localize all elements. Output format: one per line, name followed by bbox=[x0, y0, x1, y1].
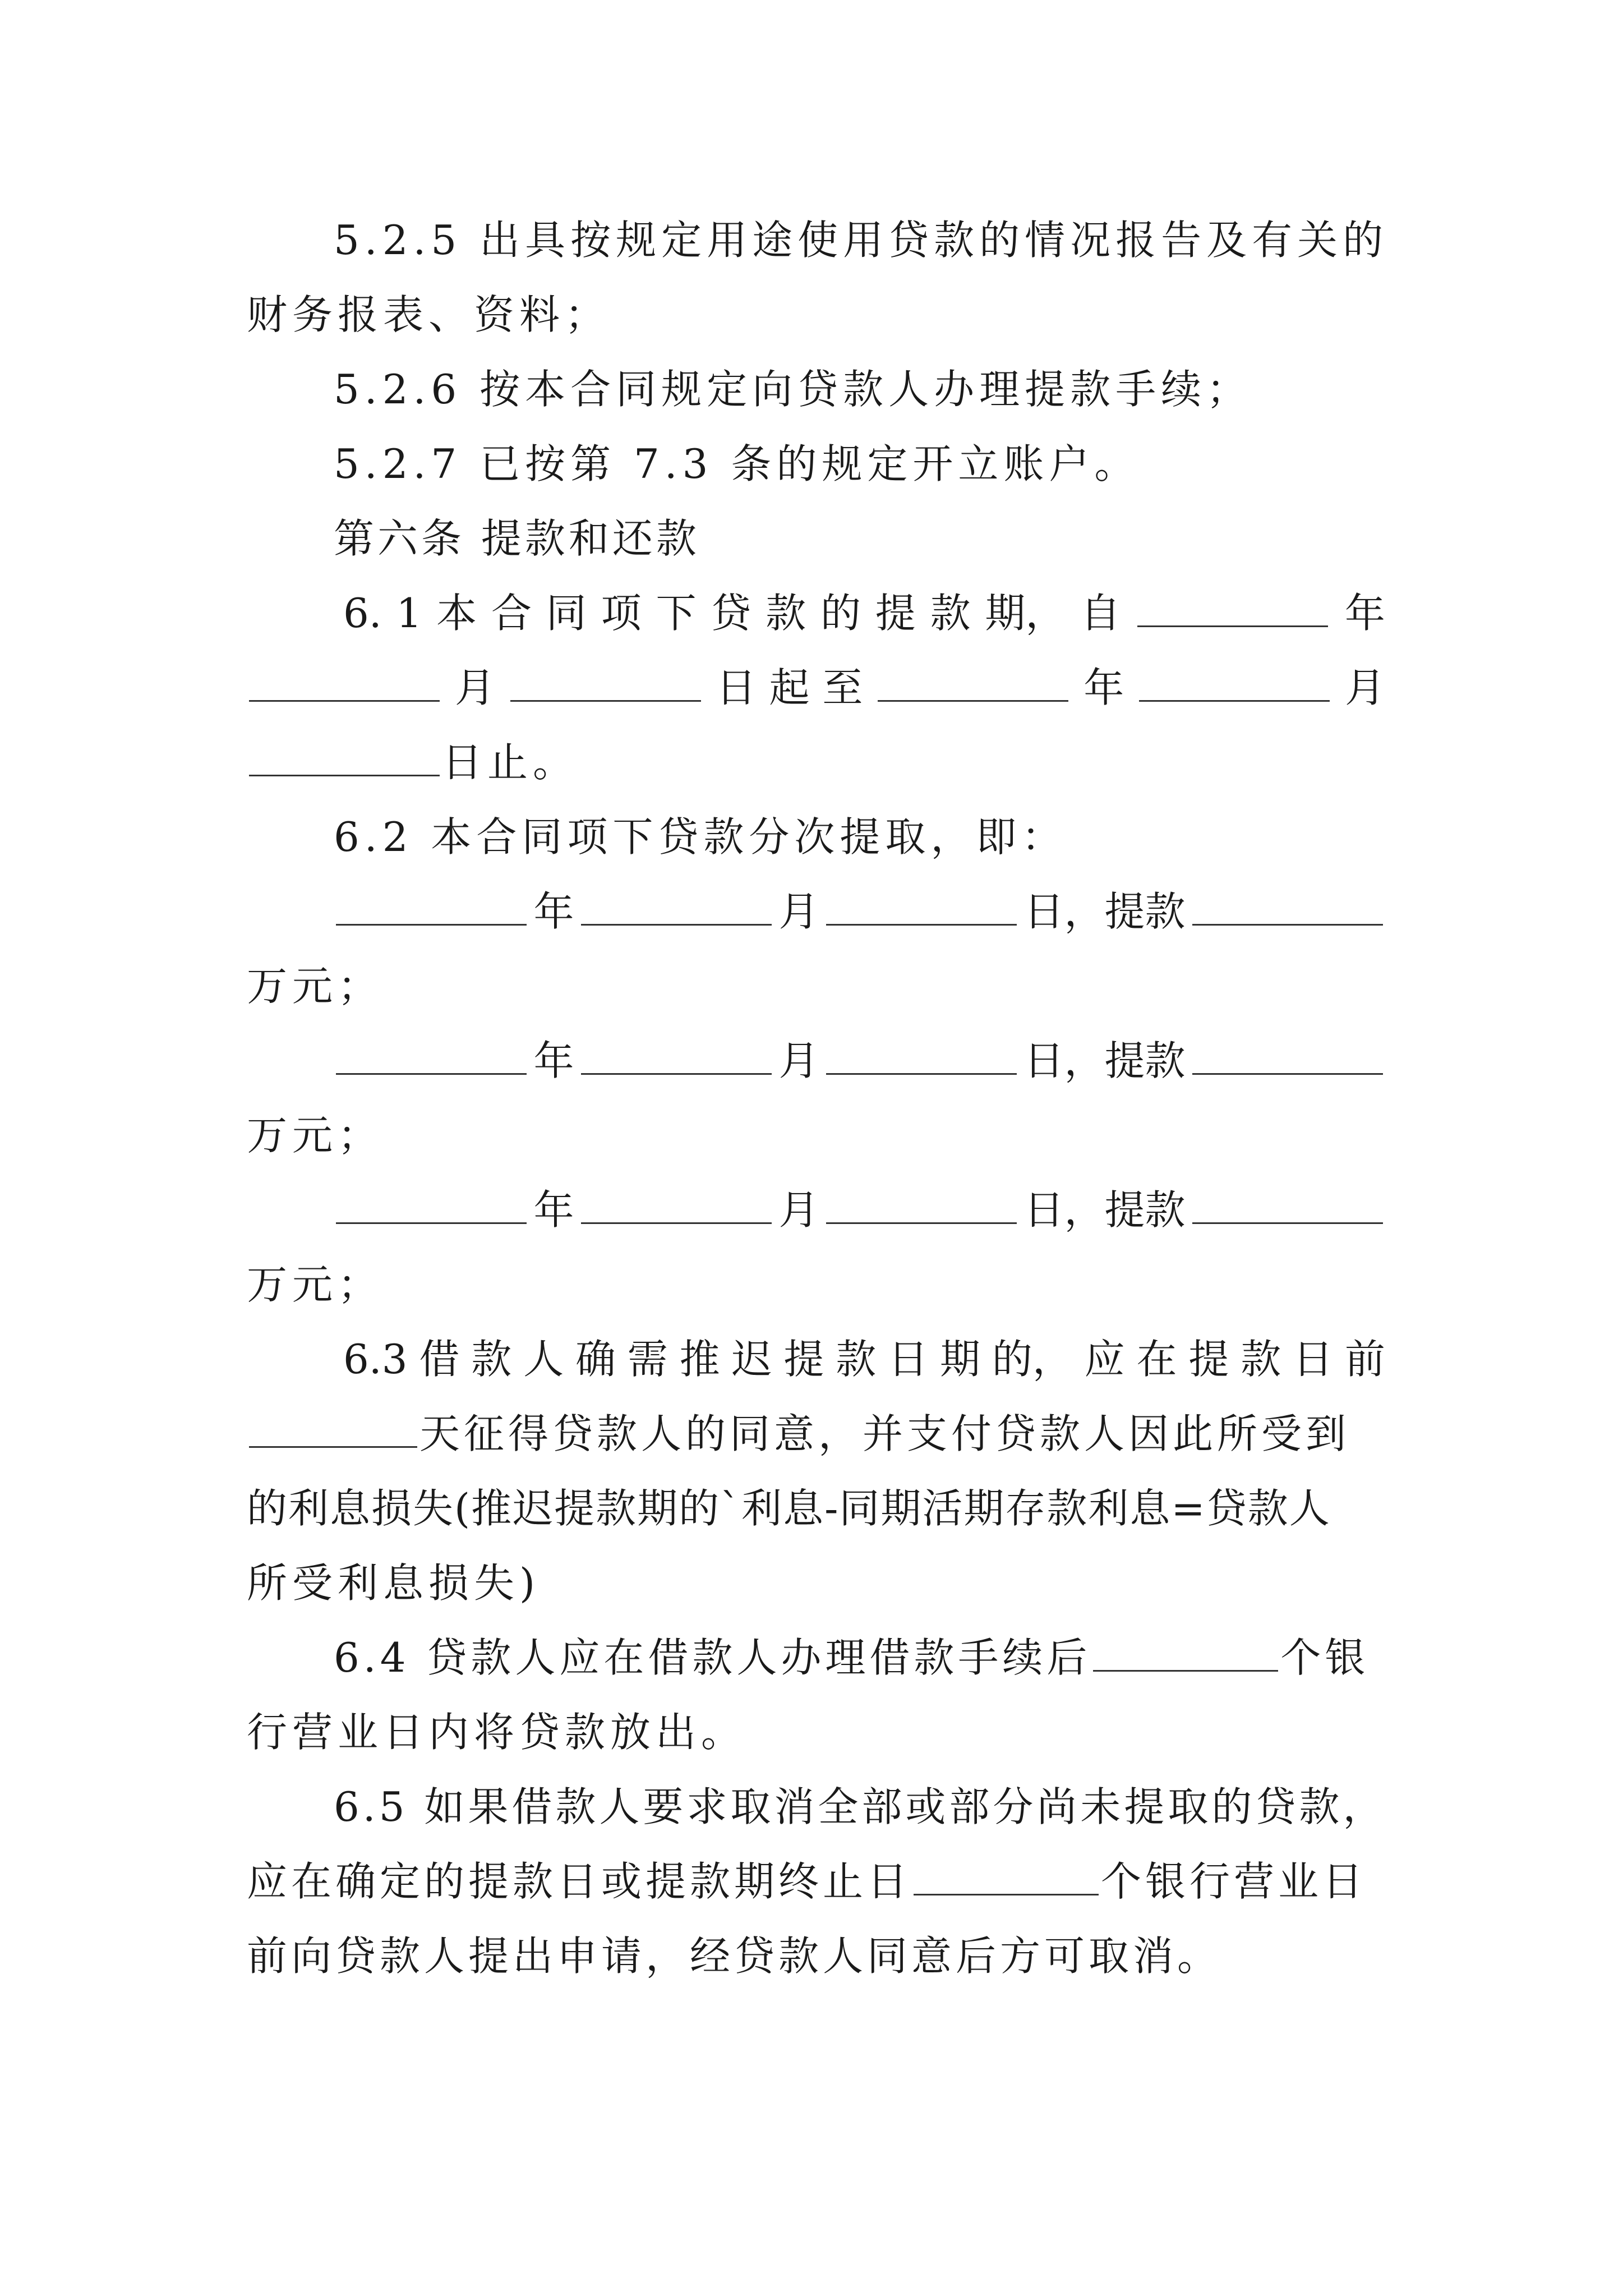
blank-line bbox=[826, 921, 1017, 926]
clause-6-1-token: 6. bbox=[343, 590, 382, 637]
clause-6-4-token: 6.4 贷款人应在借款人办理借款手续后 bbox=[334, 1634, 1091, 1681]
draw-schedule-row bbox=[334, 1183, 1385, 1237]
clause-6-1-token: 款 bbox=[766, 590, 806, 637]
clause-6-1-token: 下 bbox=[656, 590, 697, 637]
clause-6-3-token: 款 bbox=[1241, 1336, 1281, 1383]
clause-6-3-token: 在 bbox=[1136, 1336, 1177, 1383]
clause-6-1-token: 款 bbox=[930, 590, 971, 637]
clause-6-5-end: 前向贷款人提出申请，经贷款人同意后方可取消。 bbox=[247, 1932, 1222, 1980]
clause-6-3-token: 天征得贷款人的同意，并支付贷款人因此所受到 bbox=[419, 1410, 1350, 1457]
clause-6-3-token: 确 bbox=[575, 1336, 616, 1383]
draw-schedule-unit: 万元； bbox=[247, 1112, 384, 1159]
clause-6-5-token: 个银行营业日 bbox=[1101, 1858, 1367, 1905]
clause-6-3-cont: 的利息损失(推迟提款期的`利息-同期活期存款利息=贷款人 bbox=[247, 1485, 1331, 1532]
blank-line bbox=[826, 1070, 1017, 1075]
draw-schedule-row bbox=[334, 885, 1385, 938]
clause-6-3-token: 期 bbox=[939, 1336, 980, 1383]
clause-6-3-token: 迟 bbox=[731, 1336, 772, 1383]
clause-6-3-token: 应 bbox=[1084, 1336, 1125, 1383]
draw-token: 日，提款 bbox=[1023, 1186, 1186, 1234]
clause-6-3-token: 提 bbox=[1188, 1336, 1229, 1383]
clause-6-5-token: 应在确定的提款日或提款期终止日 bbox=[247, 1858, 912, 1905]
clause-6-1-token: 至 bbox=[822, 664, 863, 711]
clause-6-1-token: 同 bbox=[546, 590, 587, 637]
clause-6-3-token: 6.3 bbox=[343, 1336, 408, 1383]
clause-6-1-token: 本 bbox=[436, 590, 477, 637]
clause-6-4-cont: 行营业日内将贷款放出。 bbox=[247, 1709, 747, 1756]
draw-token: 月 bbox=[778, 888, 819, 935]
draw-token: 月 bbox=[778, 1037, 819, 1084]
draw-token: 日，提款 bbox=[1023, 888, 1186, 935]
blank-line bbox=[826, 1219, 1017, 1224]
draw-token: 年 bbox=[533, 1037, 574, 1084]
blank-line bbox=[249, 697, 440, 702]
clause-6-3-token: 借 bbox=[419, 1336, 460, 1383]
clause-6-1-token: 日止。 bbox=[442, 739, 579, 786]
clause-6-3-token: 人 bbox=[523, 1336, 564, 1383]
clause-6-2: 6.2 本合同项下贷款分次提取，即： bbox=[334, 813, 1067, 861]
clause-6-1-token: 月 bbox=[454, 664, 495, 711]
clause-6-1-token: 的 bbox=[820, 590, 861, 637]
blank-line bbox=[914, 1890, 1099, 1895]
blank-line bbox=[581, 921, 772, 926]
clause-5-2-6: 5.2.6 按本合同规定向贷款人办理提款手续； bbox=[334, 366, 1252, 413]
draw-token: 年 bbox=[533, 888, 574, 935]
blank-line bbox=[1139, 697, 1330, 702]
clause-6-3-token: 的， bbox=[992, 1336, 1073, 1383]
clause-6-1-cont bbox=[247, 661, 1385, 715]
clause-6-3-cont bbox=[247, 1407, 1385, 1461]
article-6-heading: 第六条 提款和还款 bbox=[334, 515, 700, 562]
blank-line bbox=[1192, 1070, 1383, 1075]
clause-6-3-token: 日 bbox=[888, 1336, 929, 1383]
clause-6-3-token: 需 bbox=[627, 1336, 668, 1383]
draw-schedule-unit: 万元； bbox=[247, 963, 384, 1010]
clause-6-1-token: 合 bbox=[491, 590, 532, 637]
blank-line bbox=[581, 1219, 772, 1224]
blank-line bbox=[336, 1219, 527, 1224]
clause-6-1 bbox=[343, 586, 1385, 640]
clause-6-1-token: 自 bbox=[1080, 590, 1121, 637]
clause-6-3-token: 日 bbox=[1293, 1336, 1334, 1383]
draw-schedule-unit: 万元； bbox=[247, 1261, 384, 1308]
clause-6-1-token: 提 bbox=[875, 590, 916, 637]
clause-6-4-token: 个银 bbox=[1280, 1634, 1370, 1681]
clause-6-1-token: 日 bbox=[716, 664, 757, 711]
clause-6-3-token: 提 bbox=[783, 1336, 824, 1383]
blank-line bbox=[878, 697, 1068, 702]
clause-6-1-token: 年 bbox=[1083, 664, 1124, 711]
clause-6-3-end: 所受利息损失) bbox=[247, 1559, 541, 1607]
clause-6-4 bbox=[334, 1631, 1385, 1685]
blank-line bbox=[1192, 921, 1383, 926]
clause-6-1-token: 贷 bbox=[711, 590, 751, 637]
clause-6-1-token: 1 bbox=[396, 590, 422, 637]
clause-6-1-token: 年 bbox=[1344, 590, 1385, 637]
clause-5-2-5-cont: 财务报表、资料； bbox=[247, 291, 611, 338]
draw-token: 日，提款 bbox=[1023, 1037, 1186, 1084]
draw-token: 月 bbox=[778, 1186, 819, 1234]
clause-6-5-cont bbox=[247, 1855, 1385, 1908]
clause-5-2-5: 5.2.5 出具按规定用途使用贷款的情况报告及有关的 bbox=[334, 217, 1389, 264]
clause-6-3-token: 款 bbox=[471, 1336, 512, 1383]
clause-6-1-end bbox=[247, 735, 1385, 789]
blank-line bbox=[510, 697, 701, 702]
blank-line bbox=[336, 1070, 527, 1075]
blank-line bbox=[249, 771, 440, 776]
draw-schedule-row bbox=[334, 1034, 1385, 1088]
blank-line bbox=[1093, 1667, 1278, 1672]
draw-token: 年 bbox=[533, 1186, 574, 1234]
blank-line bbox=[336, 921, 527, 926]
blank-line bbox=[1192, 1219, 1383, 1224]
clause-6-3-token: 款 bbox=[836, 1336, 877, 1383]
clause-6-1-token: 月 bbox=[1344, 664, 1385, 711]
clause-6-1-token: 项 bbox=[601, 590, 642, 637]
clause-6-3-token: 推 bbox=[679, 1336, 720, 1383]
clause-6-1-token: 起 bbox=[769, 664, 810, 711]
blank-line bbox=[581, 1070, 772, 1075]
blank-line bbox=[249, 1443, 417, 1448]
clause-6-5: 6.5 如果借款人要求取消全部或部分尚未提取的贷款， bbox=[334, 1783, 1387, 1830]
clause-6-3-token: 前 bbox=[1344, 1336, 1385, 1383]
clause-5-2-7: 5.2.7 已按第 7.3 条的规定开立账户。 bbox=[334, 440, 1140, 487]
blank-line bbox=[1137, 622, 1328, 627]
clause-6-1-token: 期， bbox=[985, 590, 1066, 637]
clause-6-3 bbox=[343, 1332, 1385, 1386]
